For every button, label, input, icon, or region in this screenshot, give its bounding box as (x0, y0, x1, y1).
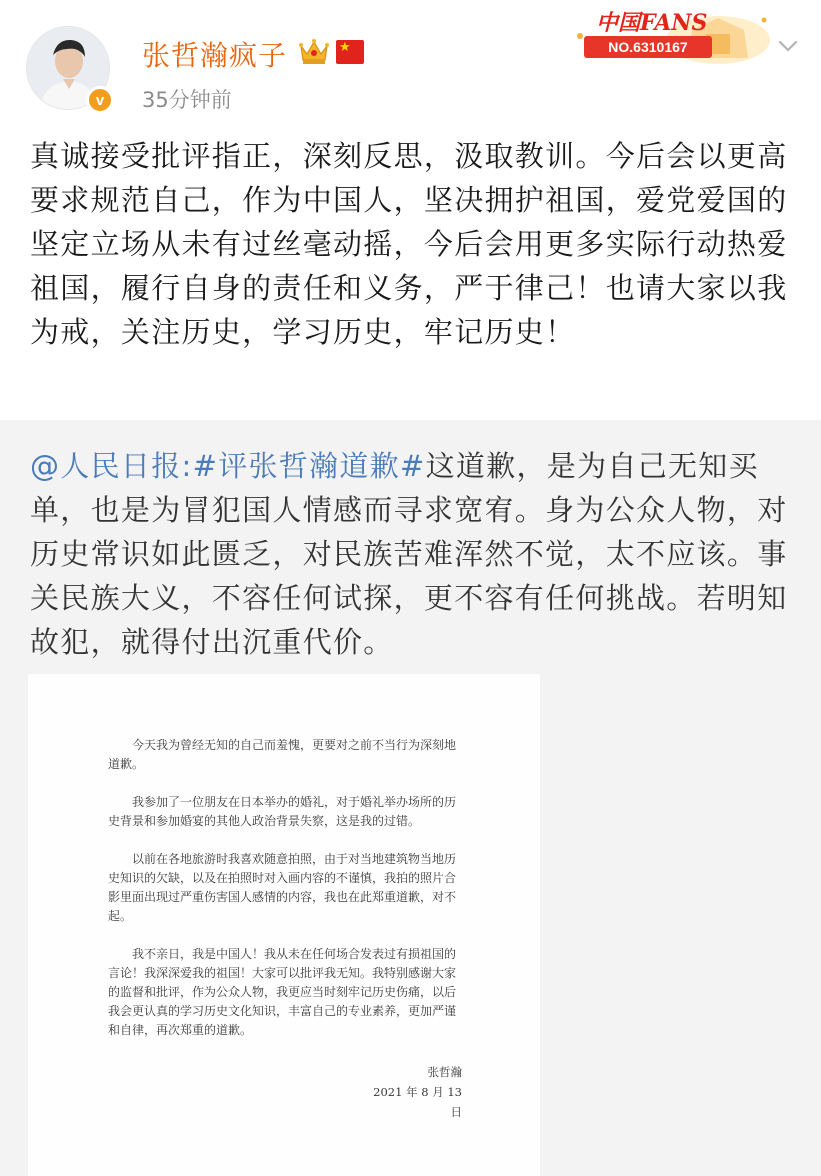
post-header (0, 0, 821, 120)
letter-paragraph: 我不亲日，我是中国人！我从未在任何场合发表过有损祖国的言论！我深深爱我的祖国！大家可以批评我无知。我特别感谢大家的监督和批评，作为公众人物，我更应当时刻牢记历史伤痛，以后我会更认真的学习历史文化知识，丰富自己的专业素养，更加严谨和自律，再次郑重的道歉。 (108, 947, 457, 1037)
repost-container[interactable] (0, 420, 821, 1176)
timestamp: 35分钟前 (142, 88, 232, 112)
chevron-down-icon[interactable] (776, 34, 800, 58)
mention-link[interactable]: @人民日报 (30, 449, 182, 483)
username[interactable]: 张哲瀚疯子 (142, 39, 288, 72)
letter-signature: 张哲瀚 (427, 1065, 462, 1079)
crown-icon (298, 36, 330, 66)
fans-badge-title: 中国FANS (596, 10, 708, 36)
avatar-container[interactable] (26, 26, 114, 114)
letter-body (108, 736, 460, 1059)
apology-letter-image[interactable] (28, 674, 540, 1176)
repost-text (30, 444, 800, 664)
hashtag-link[interactable]: #评张哲瀚道歉# (192, 449, 426, 483)
letter-date: 2021 年 8 月 13 日 (373, 1085, 462, 1119)
letter-signature-block (372, 1062, 462, 1122)
verified-badge-icon: v (86, 86, 114, 114)
china-flag-icon: ★ (336, 40, 364, 64)
mention-separator: : (181, 449, 193, 483)
letter-paragraph: 今天我为曾经无知的自己而羞愧，更要对之前不当行为深刻地道歉。 (108, 738, 457, 771)
letter-paragraph: 我参加了一位朋友在日本举办的婚礼，对于婚礼举办场所的历史背景和参加婚宴的其他人政治背景失察，这是我的过错。 (108, 795, 457, 828)
post-text: 真诚接受批评指正，深刻反思，汲取教训。今后会以更高要求规范自己，作为中国人，坚决拥护祖国，爱党爱国的坚定立场从未有过丝毫动摇，今后会用更多实际行动热爱祖国，履行自身的责任和义务，严于律己！也请大家以我为戒，关注历史，学习历史，牢记历史！ (30, 139, 788, 349)
fans-badge-number: NO.6310167 (584, 36, 712, 58)
letter-paragraph: 以前在各地旅游时我喜欢随意拍照，由于对当地建筑物当地历史知识的欠缺，以及在拍照时对入画内容的不谨慎，我拍的照片合影里面出现过严重伤害国人感情的内容，我也在此郑重道歉，对不起。 (108, 852, 457, 923)
repost-body: 这道歉，是为自己无知买单，也是为冒犯国人情感而寻求宽宥。身为公众人物，对历史常识如此匮乏，对民族苦难浑然不觉，太不应该。事关民族大义，不容任何试探，更不容有任何挑战。若明知故犯，就得付出沉重代价。 (30, 449, 788, 659)
